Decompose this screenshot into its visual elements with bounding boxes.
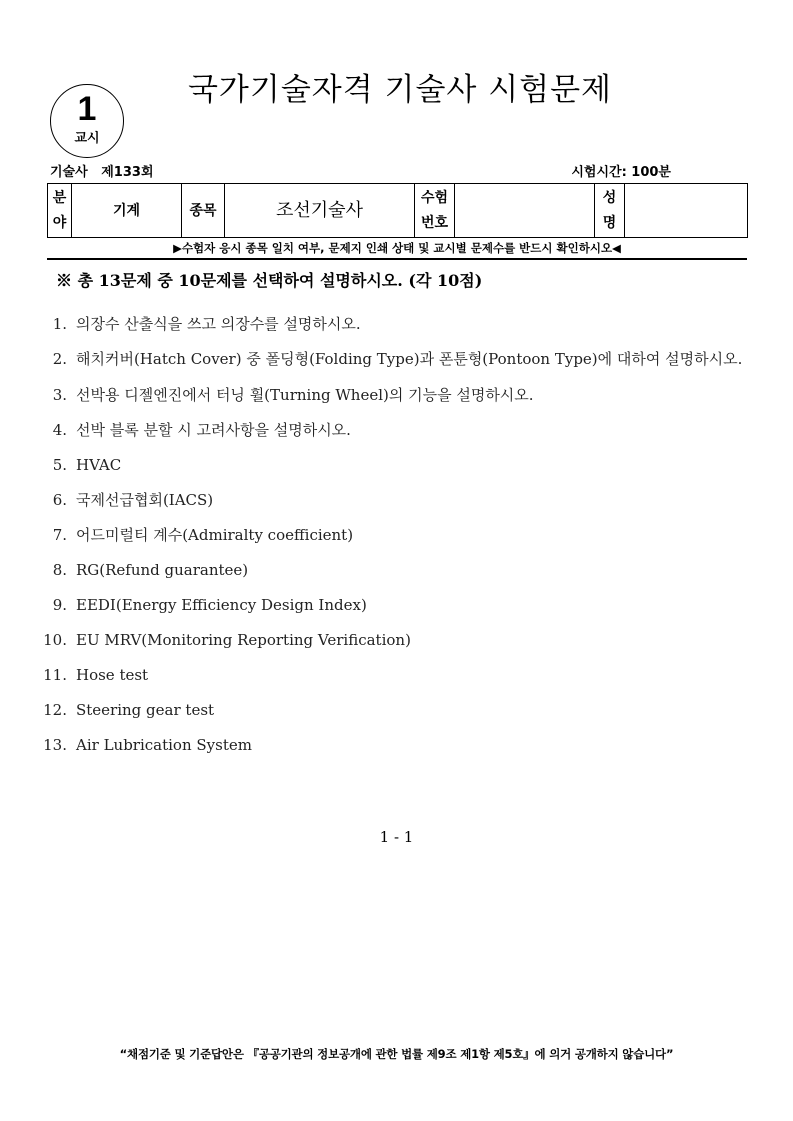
question-item xyxy=(40,660,755,690)
exam-info-table xyxy=(47,183,748,238)
field-value: 기계 xyxy=(72,184,182,238)
question-number: 5. xyxy=(52,456,67,474)
page-number: 1 - 1 xyxy=(379,828,414,846)
name-label-bottom: 명 xyxy=(602,214,617,231)
question-text: Air Lubrication System xyxy=(76,736,252,754)
question-number: 6. xyxy=(52,491,67,509)
question-text: Hose test xyxy=(76,666,149,684)
field-label-top: 분 xyxy=(52,189,67,206)
question-number: 13. xyxy=(43,736,67,754)
question-item xyxy=(40,380,755,410)
exam-round: 기술사 제133회 xyxy=(50,165,154,180)
field-label xyxy=(48,184,72,238)
name-field[interactable] xyxy=(625,184,748,238)
question-number: 8. xyxy=(52,561,67,579)
footer-note: “채점기준 및 기준답안은 『공공기관의 정보공개에 관한 법률 제9조 제1항 제5호』에 의거 공개하지 않습니다” xyxy=(119,1047,674,1061)
question-text: HVAC xyxy=(76,456,122,474)
question-item xyxy=(40,730,755,760)
question-number: 4. xyxy=(52,421,67,439)
question-text: 의장수 산출식을 쓰고 의장수를 설명하시오. xyxy=(76,315,361,333)
exam-number-label xyxy=(415,184,455,238)
question-number: 2. xyxy=(52,350,67,368)
category-value: 조선기술사 xyxy=(225,184,415,238)
question-number: 3. xyxy=(52,386,67,404)
notice-banner: ▶수험자 응시 종목 일치 여부, 문제지 인쇄 상태 및 교시별 문제수를 반드시 확인하시오◀ xyxy=(173,241,621,255)
question-item xyxy=(40,415,755,445)
question-text: 선박 블록 분할 시 고려사항을 설명하시오. xyxy=(76,421,351,439)
section-divider xyxy=(47,258,747,260)
question-text: 어드미럴티 계수(Admiralty coefficient) xyxy=(76,526,354,544)
question-text: RG(Refund guarantee) xyxy=(76,561,249,579)
session-number: 1 xyxy=(77,90,97,128)
question-text: EEDI(Energy Efficiency Design Index) xyxy=(76,596,367,614)
session-label: 교시 xyxy=(74,131,100,146)
question-text: Steering gear test xyxy=(76,701,215,719)
question-text: 국제선급협회(IACS) xyxy=(76,491,214,509)
category-label: 종목 xyxy=(182,184,225,238)
question-item xyxy=(40,555,755,585)
question-number: 12. xyxy=(43,701,67,719)
question-item xyxy=(40,590,755,620)
instruction-text: ※ 총 13문제 중 10문제를 선택하여 설명하시오. (각 10점) xyxy=(56,271,483,290)
exam-number-label-top: 수험 xyxy=(420,189,449,206)
question-text: 선박용 디젤엔진에서 터닝 휠(Turning Wheel)의 기능을 설명하시오. xyxy=(76,386,534,404)
page-title: 국가기술자격 기술사 시험문제 xyxy=(187,72,612,108)
name-label-top: 성 xyxy=(602,189,617,206)
question-item xyxy=(40,309,755,339)
question-number: 9. xyxy=(52,596,67,614)
question-list xyxy=(40,309,755,765)
question-item xyxy=(40,520,755,550)
question-number: 7. xyxy=(52,526,67,544)
question-text: 해치커버(Hatch Cover) 중 폴딩형(Folding Type)과 폰툰형(Pontoon Type)에 대하여 설명하시오. xyxy=(76,350,743,368)
question-item xyxy=(40,695,755,725)
question-text: EU MRV(Monitoring Reporting Verification) xyxy=(76,631,411,649)
question-item xyxy=(40,344,755,375)
question-item xyxy=(40,625,755,655)
question-number: 1. xyxy=(52,315,67,333)
question-item xyxy=(40,450,755,480)
question-item xyxy=(40,485,755,515)
field-label-bottom: 야 xyxy=(52,214,67,231)
question-number: 10. xyxy=(43,631,67,649)
name-label xyxy=(595,184,625,238)
exam-number-label-bottom: 번호 xyxy=(420,214,449,231)
question-number: 11. xyxy=(43,666,67,684)
exam-time: 시험시간: 100분 xyxy=(571,165,671,180)
session-badge xyxy=(50,84,124,158)
exam-number-field[interactable] xyxy=(455,184,595,238)
